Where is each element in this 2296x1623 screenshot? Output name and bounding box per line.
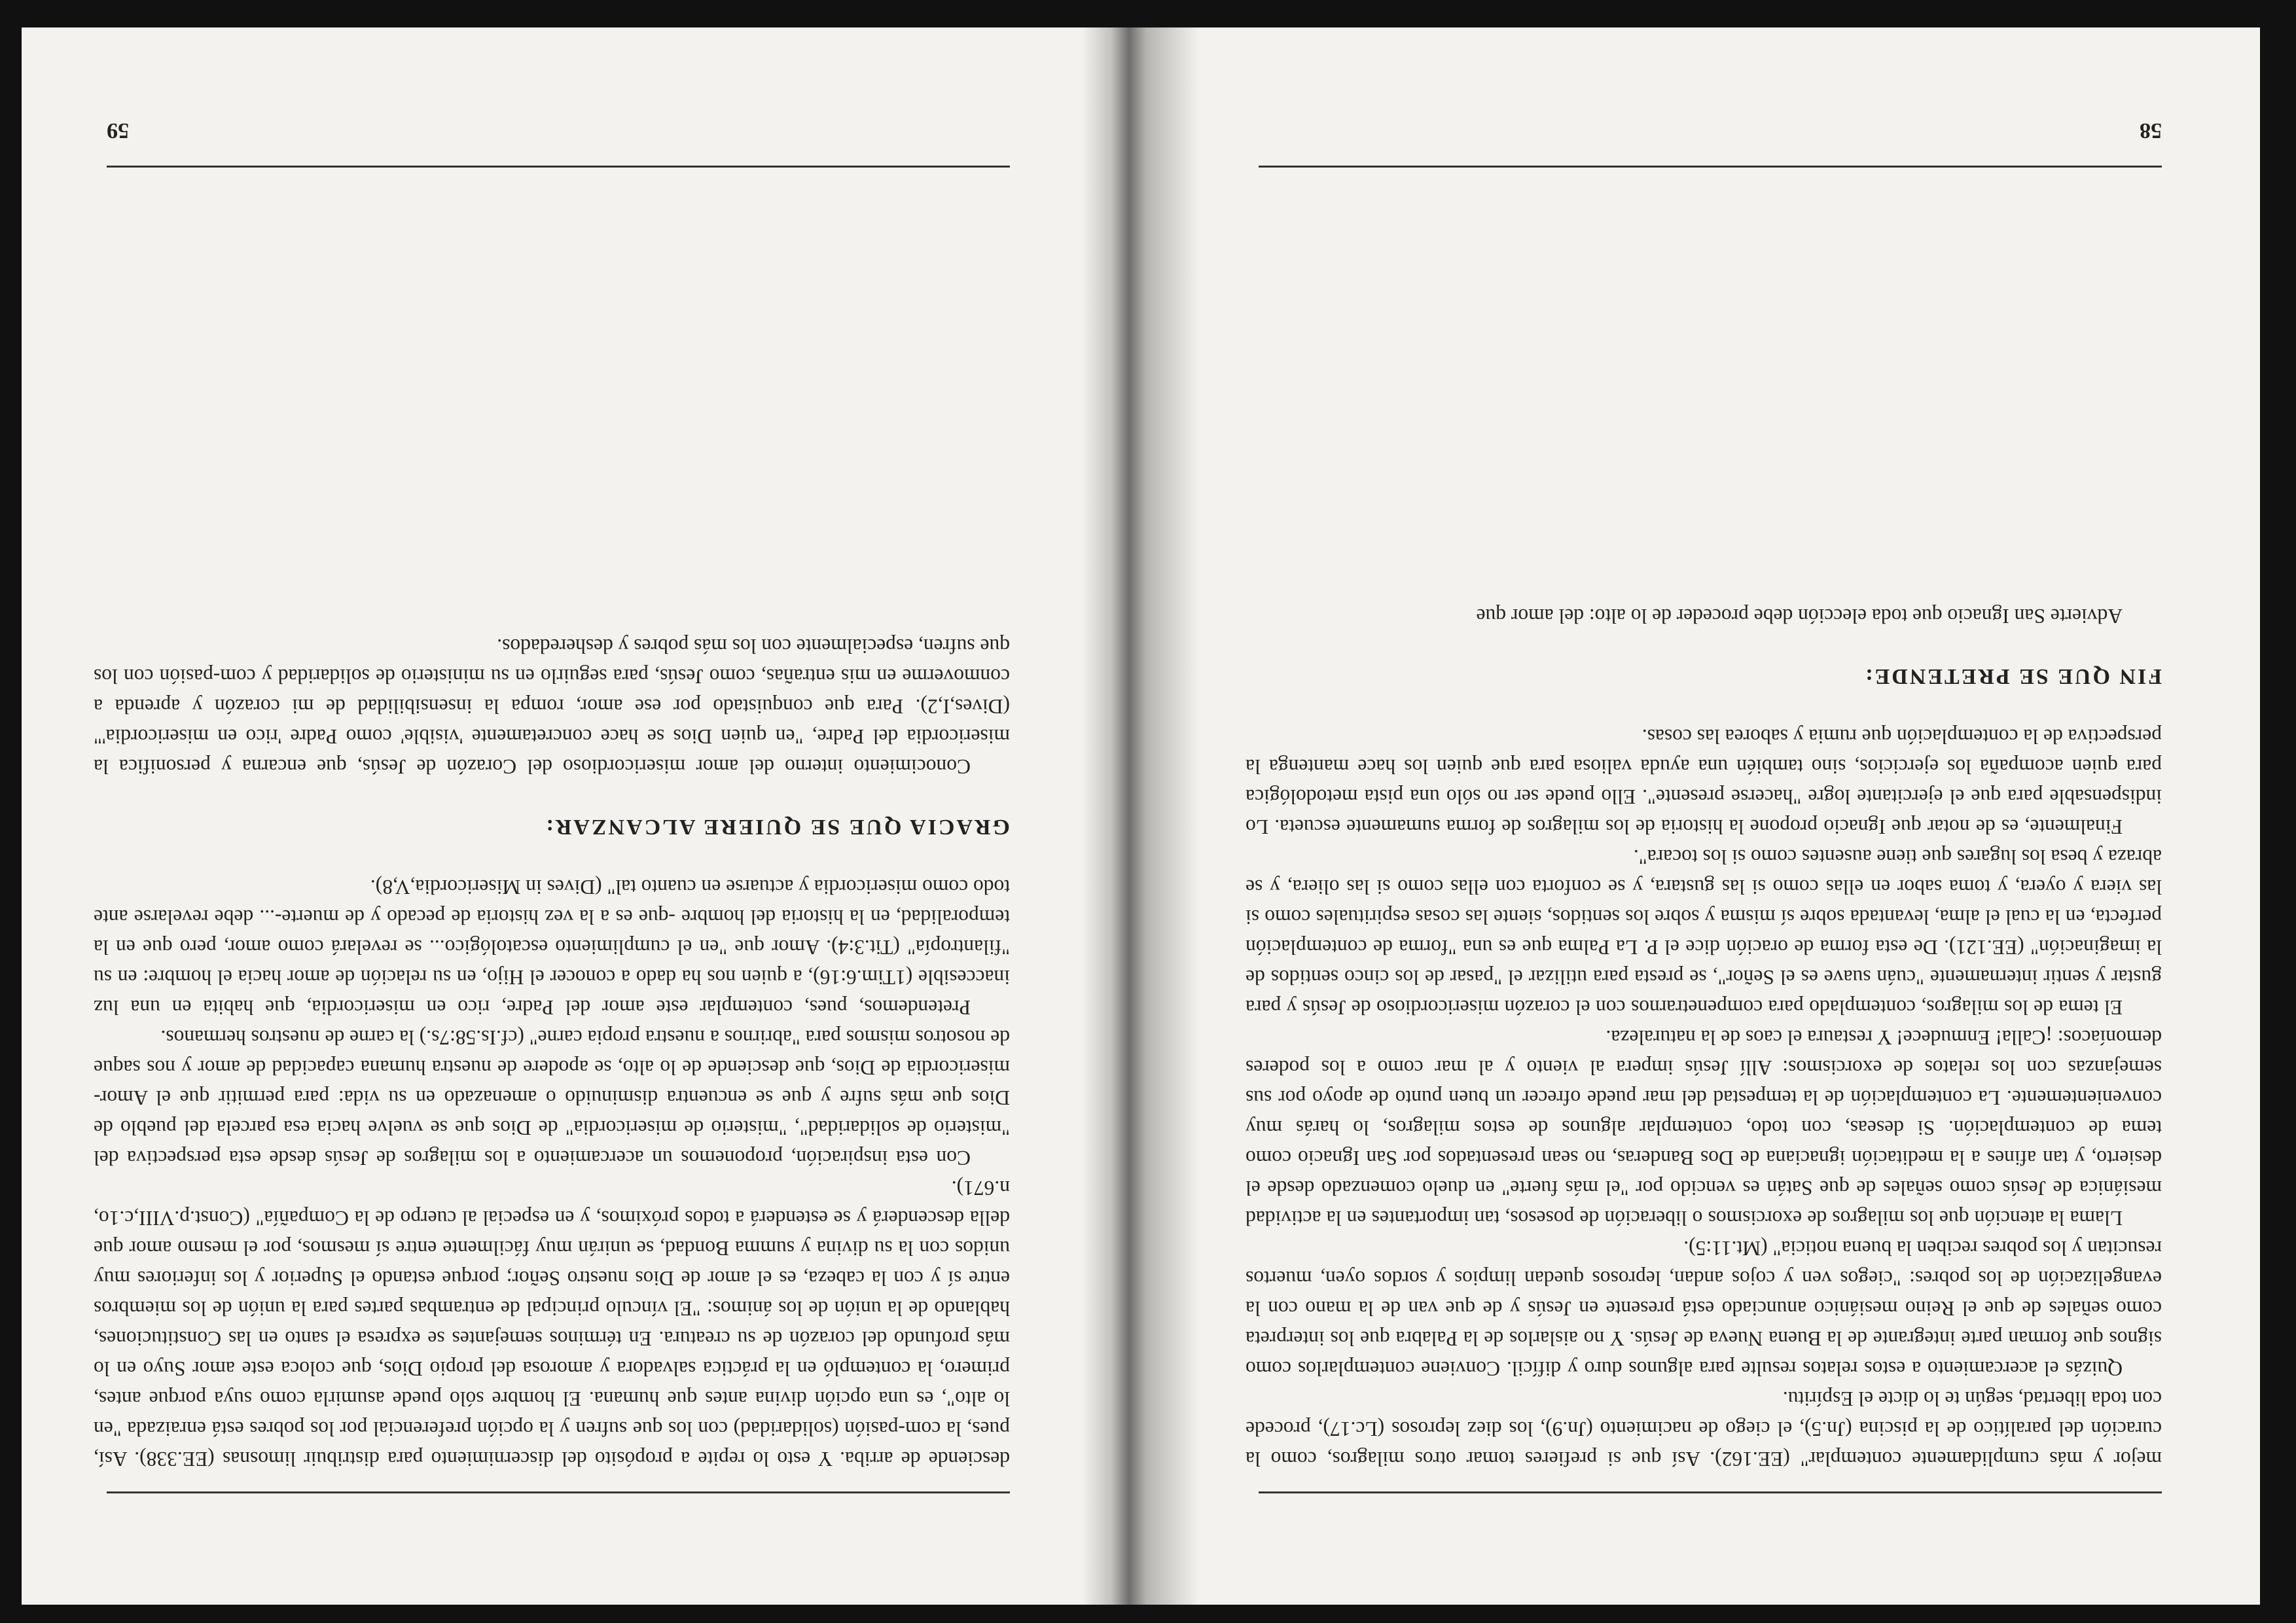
paragraph: El tema de los milagros, contemplado para compenetrarnos con el corazón misericordioso de Jesús y para gustar y sentir internamente "cuán suave es el Señor", se presta para utilizar el "pasar de los cinco sentidos de la imaginación" (EE.121). De esta forma de oración dice el P. La Palma que es una "forma de contemplación perfecta, en la cual el alma, levantada sobre sí misma y sobre los sentidos, siente las cosas espirituales como si las viera y oyera, y toma sabor en ellas como si las gustara, y se conforta con ellas como si las oliera, y se abraza y besa los lugares que tiene ausentes como si los tocara". — [1246, 846, 2162, 1019]
paragraph: mejor y más cumplidamente contemplar" (EE.162). Así que si prefieres tomar otros milagros, como la curación del paralítico de la piscina (Jn.5), el ciego de nacimiento (Jn.9), los diez leprosos (Lc.17), procede con toda libertad, según te lo dicte el Espíritu. — [1246, 1387, 2162, 1471]
paragraph: Finalmente, es de notar que Ignacio propone la historia de los milagros de forma sumamente escueta. Lo indispensable para que el ejercitante logre "hacerse presente". Ello puede ser no sólo una pista metodológica para quien acompaña los ejercicios, sino también una ayuda valiosa para que quien los hace mantenga la perspectiva de la contemplación que rumia y saborea las cosas. — [1246, 725, 2162, 838]
section-heading: FIN QUE SE PRETENDE: — [1863, 664, 2162, 688]
page-body — [94, 631, 1010, 1474]
page-number: 58 — [2140, 118, 2162, 143]
page-body — [1246, 601, 2162, 1474]
page-58 — [1206, 27, 2214, 1605]
page-number: 59 — [107, 118, 129, 143]
section-heading: GRACIA QUE SE QUIERE ALCANZAR: — [544, 815, 1010, 839]
bottom-rule — [1259, 166, 2162, 168]
paragraph: desciende de arriba. Y esto lo repite a propósito del discernimiento para distribuir limosnas (EE.338). Así, pues, la com-pasión (solidaridad) con los que sufren y la opción preferencial por los pobres está enraizada "en lo alto", es una opción divina antes que humana. El hombre sólo puede asumirla como suya porque antes, primero, la contempló en la práctica salvadora y amorosa del propio Dios, que coloca este amor Suyo en lo más profundo del corazón de su creatura. En términos semejantes se expresa el santo en las Constituciones, hablando de la unión de los ánimos: "El vínculo principal de entrambas partes para la unión de los miembros entre sí y con la cabeza, es el amor de Dios nuestro Señor; porque estando el Superior y los inferiores muy unidos con la su divina y summa Bondad, se unirán muy fácilmente entre sí mesmos, por el mesmo amor que della descenderá y se estenderá a todos próximos, y en especial al cuerpo de la Compañía" (Const.p.VIII,c.1o, n.671). — [94, 1177, 1010, 1471]
paragraph: Quizás el acercamiento a estos relatos resulte para algunos duro y difícil. Conviene contemplarlos como signos que forman parte integrante de la Buena Nueva de Jesús. Y no aislarlos de la Palabra que los interpreta como señales de que el Reino mesiánico anunciado está presente en Jesús y de que van de la mano con la evangelización de los pobres: "ciegos ven y cojos andan, leprosos quedan limpios y sordos oyen, muertos resucitan y los pobres reciben la buena noticia" (Mt.11:5). — [1246, 1237, 2162, 1380]
paragraph: Llama la atención que los milagros de exorcismos o liberación de posesos, tan importantes en la actividad mesiánica de Jesús como señales de que Satán es vencido por "el más fuerte" en duelo comenzado desde el desierto, y tan afines a la meditación ignaciana de Dos Banderas, no sean presentados por San Ignacio como tema de contemplación. Si deseas, con todo, contemplar algunos de estos milagros, lo harás muy convenientemente. La contemplación de la tempestad del mar puede ofrecer un buen punto de apoyo por sus semejanzas con los relatos de exorcismos: Allí Jesús impera al viento y al mar como a los poderes demoníacos: ¡Calla! Enmudece! Y restaura el caos de la naturaleza. — [1246, 1026, 2162, 1230]
paragraph: Pretendemos, pues, contemplar este amor del Padre, rico en misericordia, que habita en una luz inaccesible (1Tim.6:16), a quien nos ha dado a conocer el Hijo, en su relación de amor hacia el hombre: en su "filantropía" (Tit.3:4). Amor que "en el cumplimiento escatológico... se revelará como amor, pero que en la temporalidad, en la historia del hombre -que es a la vez historia de pecado y de muerte-... debe revelarse ante todo como misericordia y actuarse en cuanto tal" (Dives in Misericordia,V,8). — [94, 876, 1010, 1019]
bottom-rule — [107, 166, 1010, 168]
page-59 — [54, 27, 1062, 1605]
top-rule — [1259, 1491, 2162, 1493]
paragraph: Advierte San Ignacio que toda elección debe proceder de lo alto: del amor que — [1476, 605, 2123, 628]
paragraph: Conocimiento interno del amor misericordioso del Corazón de Jesús, que encarna y personifica la misericordia del Padre, "en quien Dios se hace concretamente 'visible' como Padre 'rico en misericordia'" (Dives,I,2). Para que conquistado por ese amor, rompa la insensibilidad de mi corazón y aprenda a conmoverme en mis entrañas, como Jesús, para seguirlo en su ministerio de solidaridad y com-pasión con los que sufren, especialmente con los más pobres y desheredados. — [94, 635, 1010, 778]
book-spread — [22, 27, 2260, 1605]
book-spine-shadow — [1082, 27, 1200, 1605]
paragraph: Con esta inspiración, proponemos un acercamiento a los milagros de Jesús desde esta perspectiva del "misterio de solidaridad", "misterio de misericordia" de Dios que se vuelve hacia esa parcela del pueblo de Dios que más sufre y que se encuentra disminuido o amenazado en su vida: para permitir que el Amor-misericordia de Dios, que desciende de lo alto, se apodere de nuestra humana capacidad de amor y nos saque de nosotros mismos para "abrirnos a nuestra propia carne" (cf.Is.58:7s.) la carne de nuestros hermanos. — [94, 1026, 1010, 1169]
top-rule — [107, 1491, 1010, 1493]
